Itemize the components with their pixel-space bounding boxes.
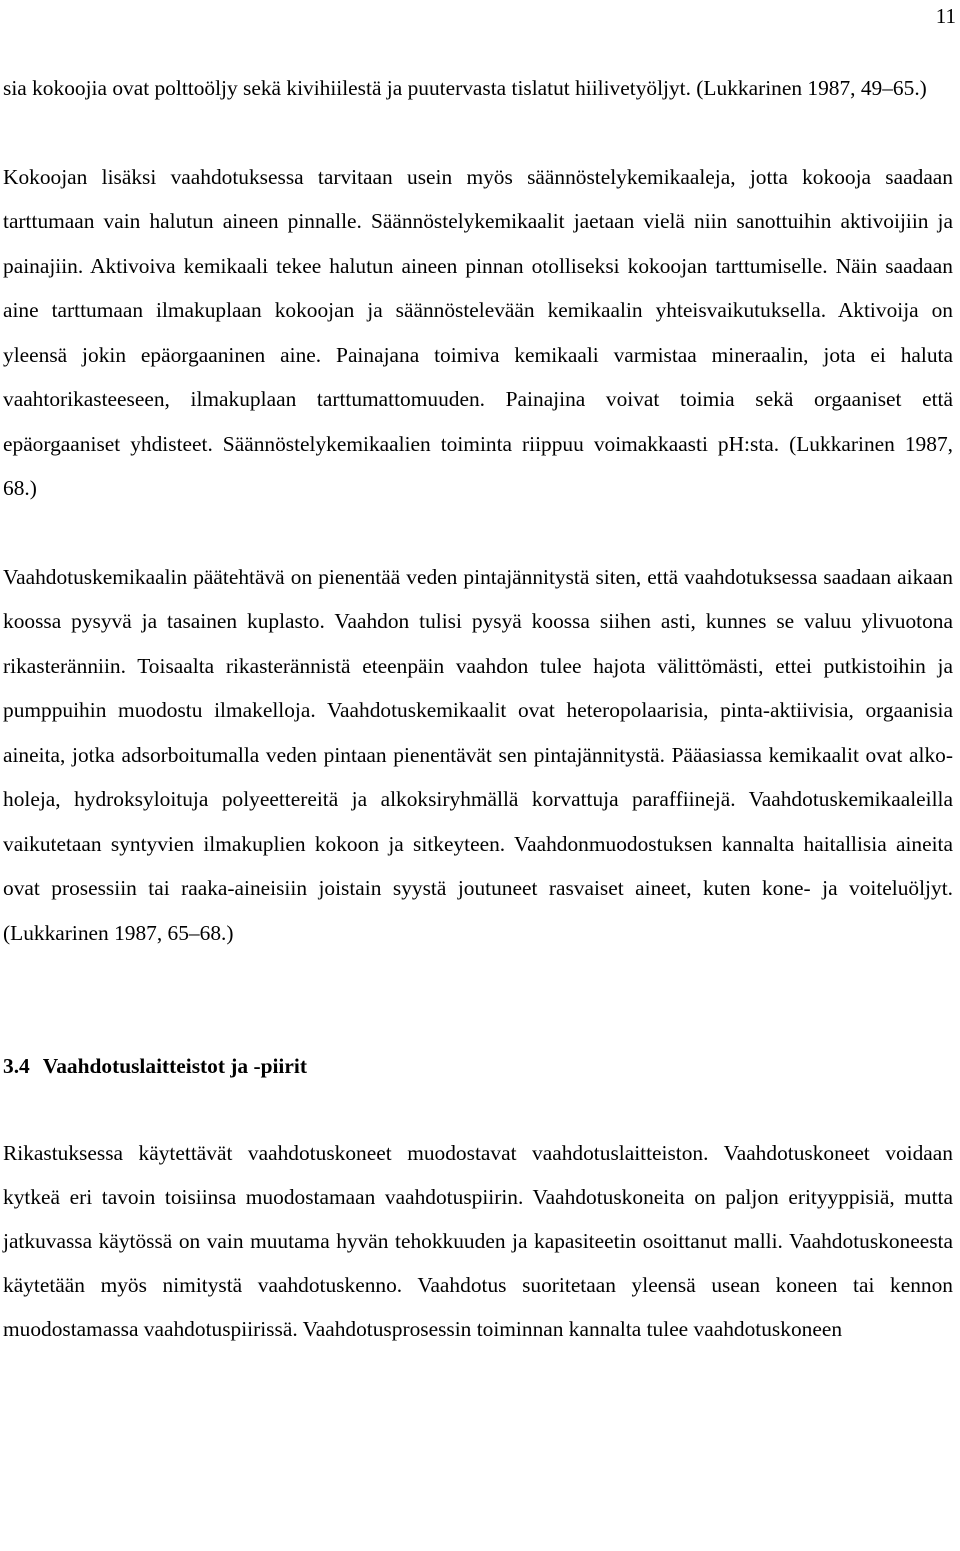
section-title: Vaahdotuslaitteistot ja -piirit (42, 1054, 307, 1078)
paragraph-1: sia kokoojia ovat polttoöljy sekä kivihiilestä ja puutervasta tislatut hiilivetyöljyt. (Lukkarinen 1987, 49–65.) (3, 76, 927, 100)
page-number: 11 (935, 4, 956, 28)
document-body (3, 66, 953, 1351)
section-paragraph: Rikastuksessa käytettävät vaahdotuskoneet muodostavat vaahdotuslaitteiston. Vaahdotuskoneet voidaan kytkeä eri tavoin toisiinsa muodostamaan vaahdotuspiirin. Vaahdotuskoneita on paljon erityyppisiä, mutta jatkuvassa käytössä on vain muutama hyvän tehokkuuden ja kapasiteetin osoittanut malli. Vaahdotuskoneesta käytetään myös nimitystä vaahdotuskenno. Vaahdotus suoritetaan yleensä usean koneen tai kennon muodostamassa vaahdotuspiirissä. Vaahdotusprosessin toiminnan kannalta tulee vaahdotuskoneen (3, 1140, 953, 1341)
paragraph-2: Kokoojan lisäksi vaahdotuksessa tarvitaan usein myös säännöstelykemikaaleja, jotta kokooja saadaan tarttumaan vain halutun aineen pinnalle. Säännöstelykemikaalit jaetaan vielä niin sanottuihin aktivoijiin ja painajiin. Aktivoiva kemikaali tekee halutun aineen pinnan otolliseksi kokoojan tarttumiselle. Näin saadaan aine tarttumaan ilmakuplaan kokoojan ja säännöstelevään kemikaalin yhteisvaikutuksella. Aktivoija on yleensä jokin epäorgaaninen aine. Painajana toimiva kemikaali varmistaa mineraalin, jota ei haluta vaahtorikasteeseen, ilmakuplaan tarttumattomuuden. Painajina voivat toimia sekä orgaaniset että epäorgaaniset yhdisteet. Säännöstelykemikaalien toiminta riippuu voimakkaasti pH:sta. (Lukkarinen 1987, 68.) (3, 164, 953, 500)
section-heading (3, 1044, 953, 1089)
paragraph-3: Vaahdotuskemikaalin päätehtävä on pienentää veden pintajännitystä siten, että vaahdotuksessa saadaan aikaan koossa pysyvä ja tasainen kuplasto. Vaahdon tulisi pysyä koossa siihen asti, kunnes se valuu ylivuotona rikasteränniin. Toisaalta rikasterännistä eteenpäin vaahdon tulee hajota välittömästi, ettei putkistoihin ja pumppuihin muodostu ilmakelloja. Vaahdotuskemikaalit ovat heteropolaarisia, pinta-aktiivisia, orgaanisia aineita, jotka adsorboitumalla veden pintaan pienentävät sen pintajännitystä. Pääasiassa kemikaalit ovat alkoholeja, hydroksyloituja polyeettereitä ja alkoksiryhmällä korvattuja paraffiinejä. Vaahdotuskemikaaleilla vaikutetaan syntyvien ilmakuplien kokoon ja sitkeyteen. Vaahdonmuodostuksen kannalta haitallisia aineita ovat prosessiin tai raaka-aineisiin joistain syystä joutuneet rasvaiset aineet, kuten kone- ja voiteluöljyt. (Lukkarinen 1987, 65–68.) (3, 564, 953, 945)
section-number: 3.4 (3, 1054, 30, 1078)
